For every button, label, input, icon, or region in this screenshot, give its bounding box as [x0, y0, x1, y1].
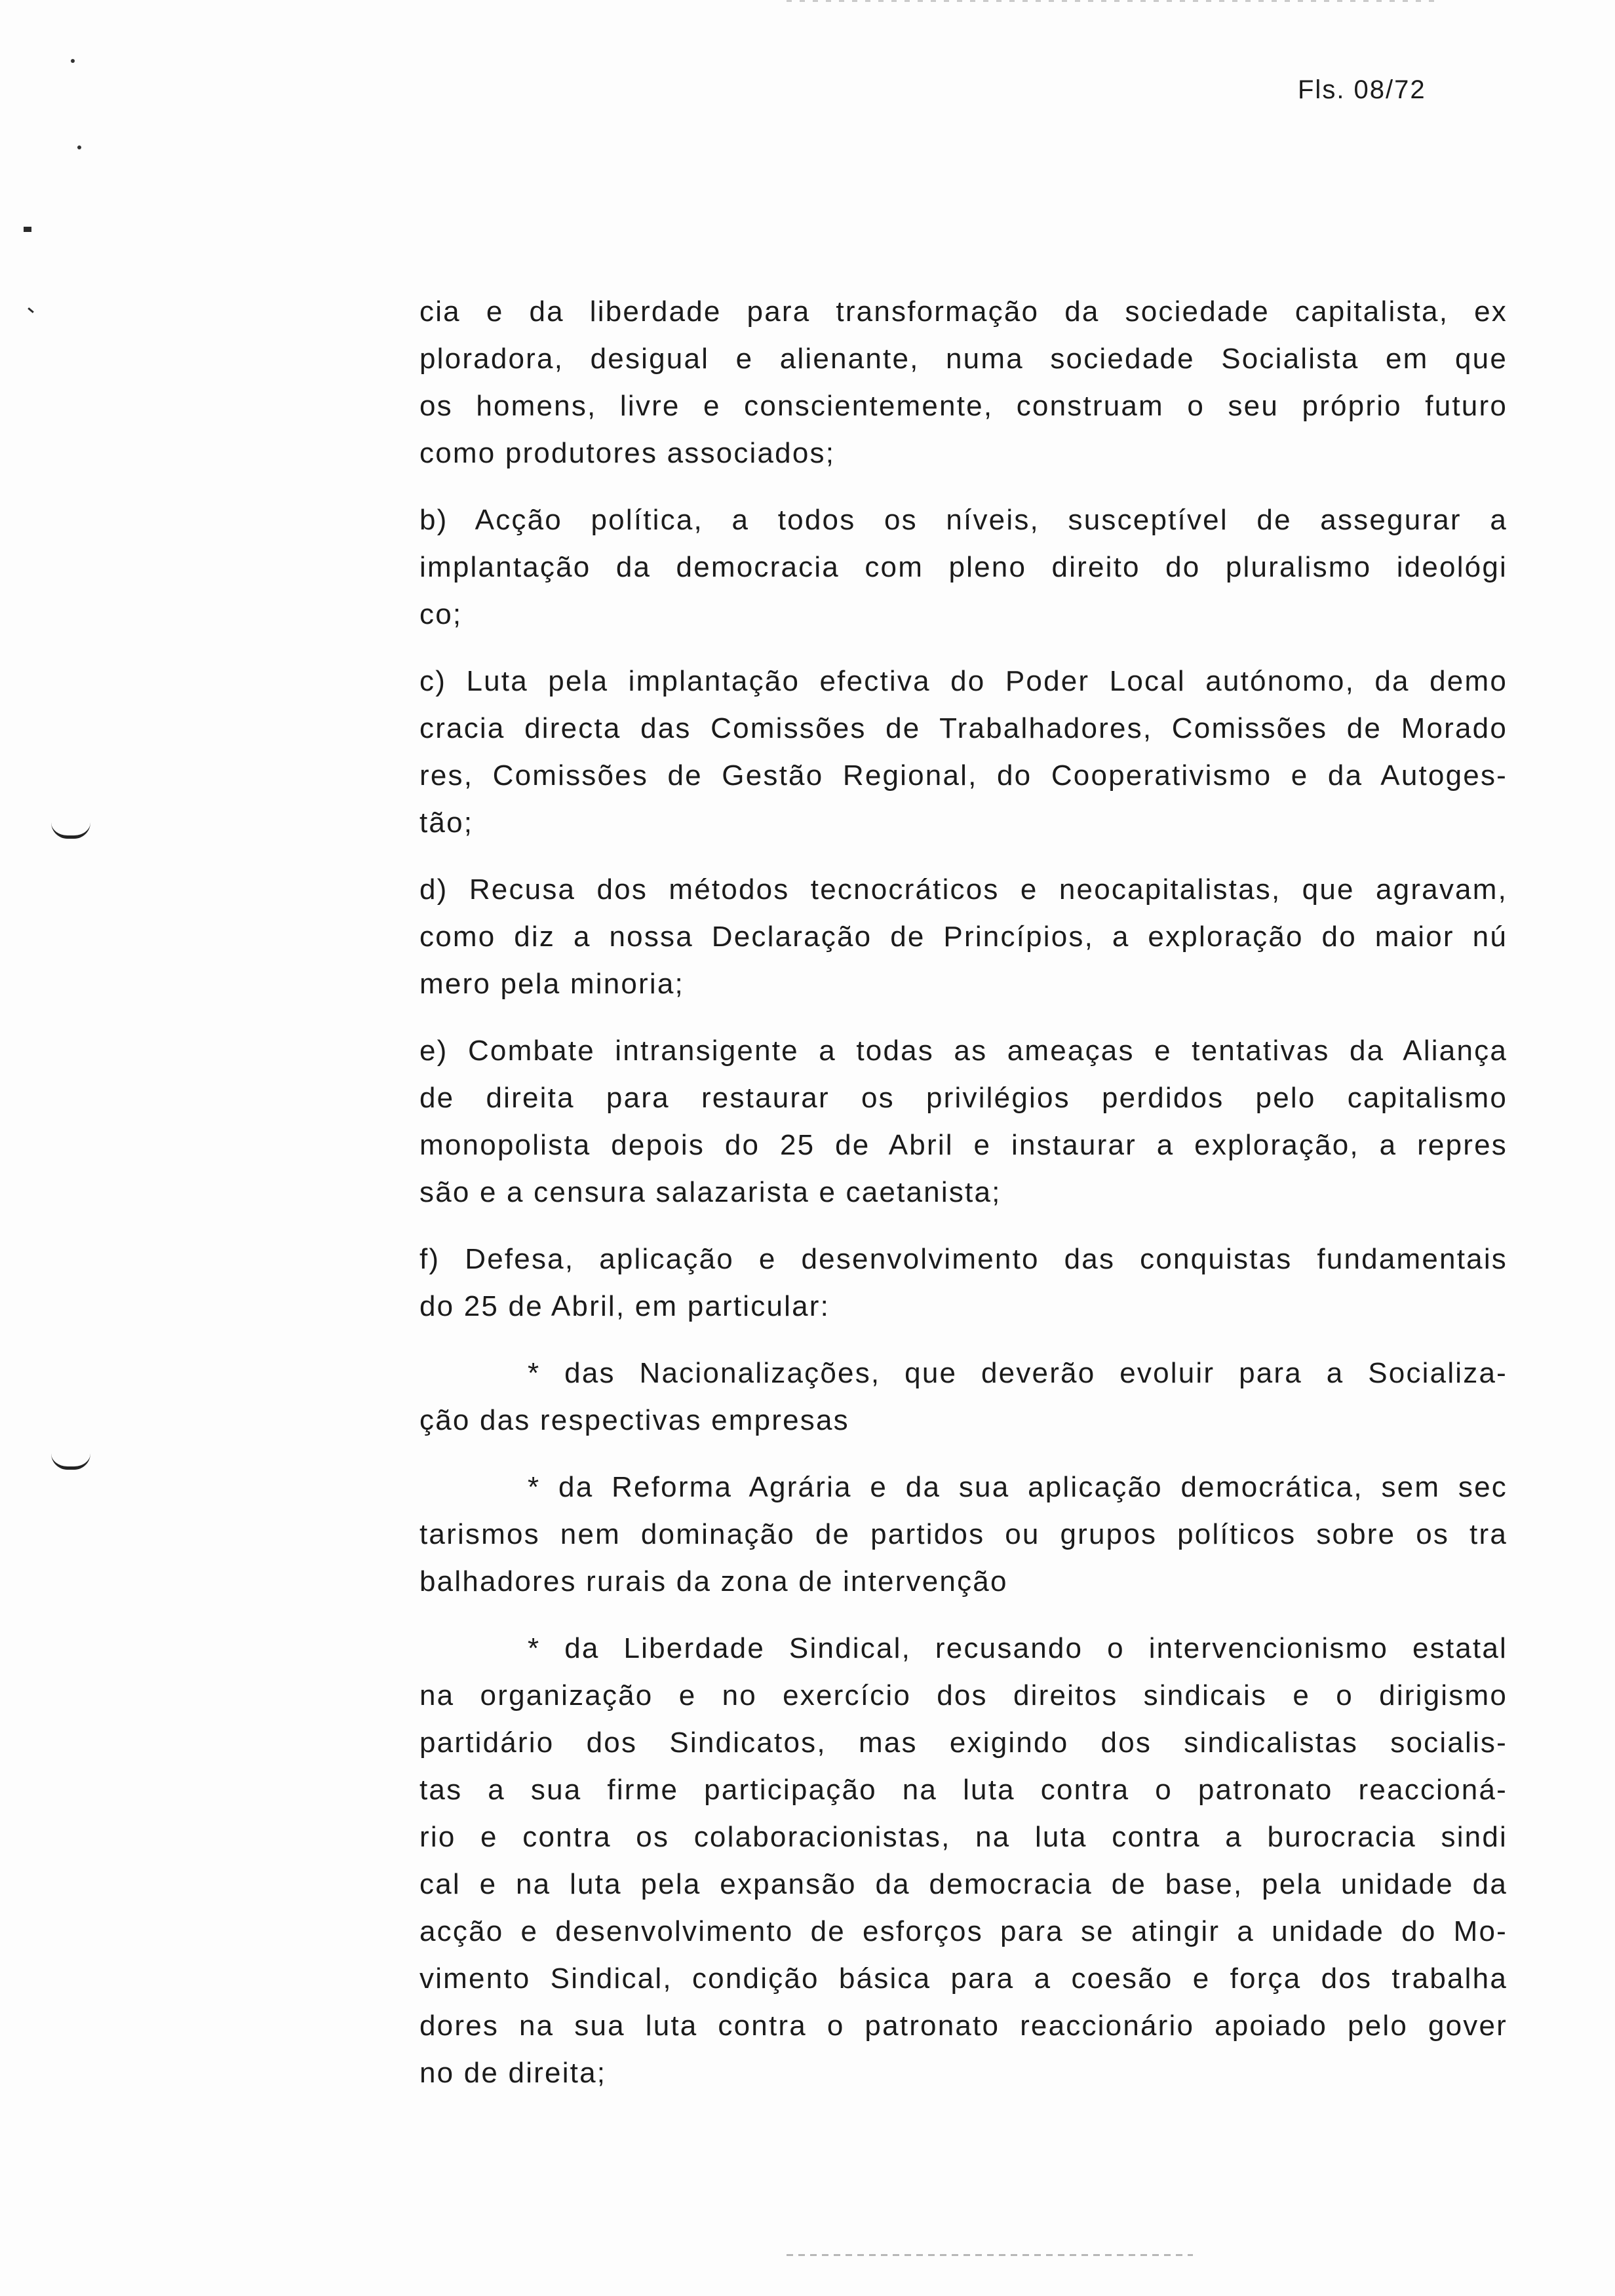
text-line: são e a censura salazarista e caetanista; — [419, 1176, 1002, 1208]
text-line: como produtores associados; — [419, 437, 836, 469]
text-line: cracia directa das Comissões de Trabalhadores, Comissões de Morado — [419, 712, 1508, 744]
page-number: Fls. 08/72 — [1298, 75, 1426, 104]
text-line: no de direita; — [419, 2057, 607, 2089]
document-body — [419, 288, 1508, 2097]
text-line: partidário dos Sindicatos, mas exigindo dos sindicalistas socialis- — [419, 1727, 1508, 1759]
text-line: na organização e no exercício dos direitos sindicais e o dirigismo — [419, 1679, 1508, 1712]
text-line: os homens, livre e conscientemente, construam o seu próprio futuro — [419, 390, 1508, 422]
text-line: vimento Sindical, condição básica para a coesão e força dos trabalha — [419, 1962, 1508, 1995]
scan-speck — [77, 145, 81, 149]
text-line: cal e na luta pela expansão da democracia de base, pela unidade da — [419, 1868, 1508, 1900]
text-line: ção das respectivas empresas — [419, 1404, 849, 1436]
scan-noise-bottom — [787, 2254, 1193, 2256]
text-line: dores na sua luta contra o patronato reaccionário apoiado pelo gover — [419, 2010, 1508, 2042]
text-line: * das Nacionalizações, que deverão evoluir para a Socializa- — [528, 1357, 1508, 1389]
text-line: b) Acção política, a todos os níveis, susceptível de assegurar a — [419, 504, 1508, 536]
text-line: de direita para restaurar os privilégios perdidos pelo capitalismo — [419, 1082, 1508, 1114]
scan-speck — [71, 59, 75, 63]
text-line: do 25 de Abril, em particular: — [419, 1290, 830, 1322]
scan-mark — [24, 227, 31, 232]
text-line: * da Reforma Agrária e da sua aplicação democrática, sem sec — [528, 1471, 1508, 1503]
scan-mark — [28, 307, 34, 313]
scan-noise-top — [787, 0, 1442, 2]
text-line: res, Comissões de Gestão Regional, do Cooperativismo e da Autoges- — [419, 759, 1508, 792]
text-line: monopolista depois do 25 de Abril e instaurar a exploração, a repres — [419, 1129, 1508, 1161]
text-line: balhadores rurais da zona de intervenção — [419, 1565, 1008, 1598]
text-line: como diz a nossa Declaração de Princípios, a exploração do maior nú — [419, 921, 1508, 953]
text-line: rio e contra os colaboracionistas, na luta contra a burocracia sindi — [419, 1821, 1508, 1853]
text-line: co; — [419, 598, 463, 630]
punch-hole-mark — [51, 822, 90, 839]
text-line: f) Defesa, aplicação e desenvolvimento das conquistas fundamentais — [419, 1243, 1508, 1275]
text-line: e) Combate intransigente a todas as ameaças e tentativas da Aliança — [419, 1035, 1508, 1067]
text-line: * da Liberdade Sindical, recusando o intervencionismo estatal — [528, 1632, 1508, 1664]
text-line: cia e da liberdade para transformação da sociedade capitalista, ex — [419, 296, 1508, 328]
text-line: acção e desenvolvimento de esforços para se atingir a unidade do Mo- — [419, 1915, 1508, 1947]
punch-hole-mark — [51, 1453, 90, 1470]
text-line: mero pela minoria; — [419, 968, 684, 1000]
text-line: d) Recusa dos métodos tecnocráticos e neocapitalistas, que agravam, — [419, 873, 1508, 906]
text-line: implantação da democracia com pleno direito do pluralismo ideológi — [419, 551, 1508, 583]
text-line: tas a sua firme participação na luta contra o patronato reaccioná- — [419, 1774, 1508, 1806]
text-line: tão; — [419, 807, 474, 839]
text-line: c) Luta pela implantação efectiva do Poder Local autónomo, da demo — [419, 665, 1508, 697]
text-line: ploradora, desigual e alienante, numa sociedade Socialista em que — [419, 343, 1508, 375]
text-line: tarismos nem dominação de partidos ou grupos políticos sobre os tra — [419, 1518, 1508, 1550]
